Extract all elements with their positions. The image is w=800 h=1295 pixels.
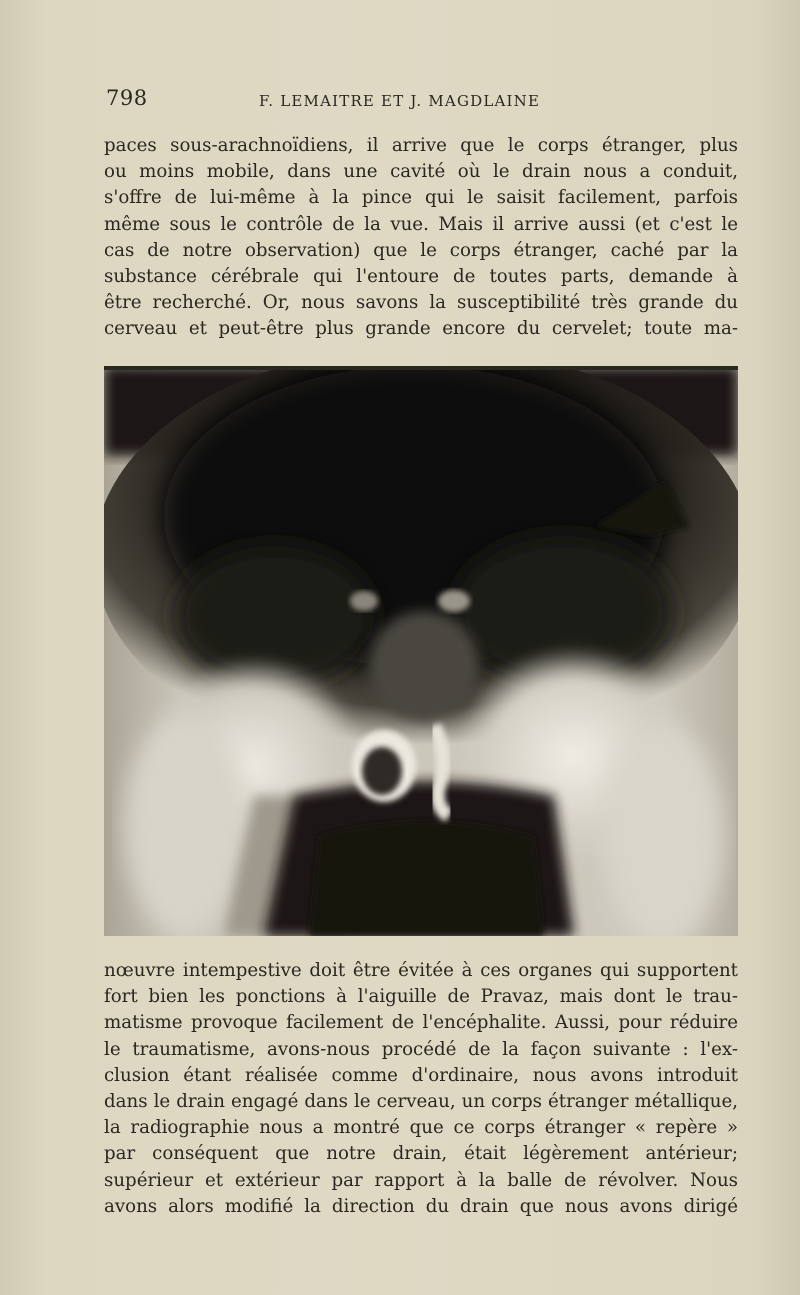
text-line: fort bien les ponctions à l'aiguille de Pravaz, mais dont le trau- — [104, 986, 738, 1008]
text-line: même sous le contrôle de la vue. Mais il arrive aussi (et c'est le — [104, 213, 738, 235]
text-line: ou moins mobile, dans une cavité où le drain nous a conduit, — [104, 161, 738, 183]
text-line: cerveau et peut-être plus grande encore du cervelet; toute ma- — [104, 318, 738, 340]
text-line: cas de notre observation) que le corps étranger, caché par la — [104, 239, 738, 261]
text-line: nœuvre intempestive doit être évitée à ces organes qui supportent — [104, 960, 738, 981]
running-head: F. LEMAITRE ET J. MAGDLAINE — [259, 92, 541, 110]
text-line: paces sous-arachnoïdiens, il arrive que le corps étranger, plus — [104, 135, 738, 156]
radiograph-figure — [104, 366, 738, 936]
text-line: le traumatisme, avons-nous procédé de la façon suivante : l'ex- — [104, 1038, 738, 1060]
text-line: dans le drain engagé dans le cerveau, un corps étranger métallique, — [104, 1091, 738, 1113]
page-number: 798 — [106, 86, 148, 110]
text-line: avons alors modifié la direction du drain que nous avons dirigé — [104, 1195, 738, 1217]
text-line: supérieur et extérieur par rapport à la balle de révolver. Nous — [104, 1169, 738, 1191]
text-line: s'offre de lui-même à la pince qui le saisit facilement, parfois — [104, 187, 738, 209]
text-line: clusion étant réalisée comme d'ordinaire, nous avons introduit — [104, 1064, 738, 1086]
page-header — [104, 86, 736, 116]
text-line: matisme provoque facilement de l'encéphalite. Aussi, pour réduire — [104, 1012, 738, 1034]
paragraph-bottom — [104, 958, 738, 1220]
paragraph-top — [104, 133, 738, 343]
radiograph-image — [104, 366, 738, 936]
text-line: par conséquent que notre drain, était légèrement antérieur; — [104, 1143, 738, 1165]
text-line: être recherché. Or, nous savons la susceptibilité très grande du — [104, 292, 738, 314]
text-line: la radiographie nous a montré que ce corps étranger « repère » — [104, 1117, 738, 1139]
text-line: substance cérébrale qui l'entoure de toutes parts, demande à — [104, 266, 738, 288]
